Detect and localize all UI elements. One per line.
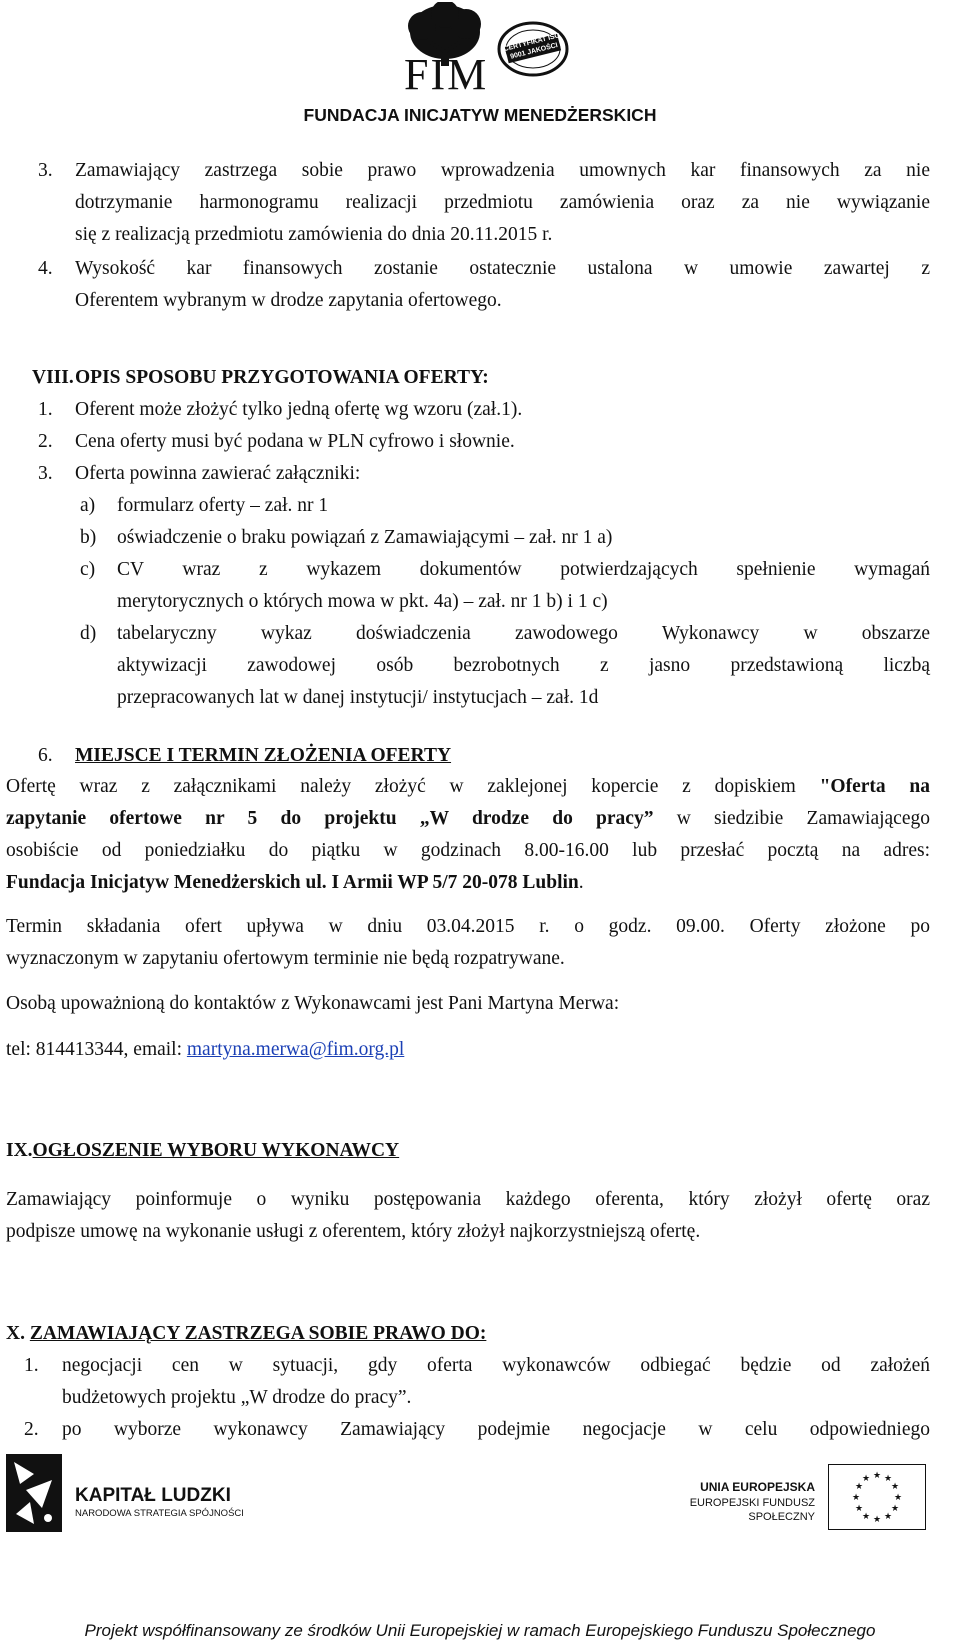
- attachment-d-letter: d): [80, 623, 97, 644]
- x-item-2-number: 2.: [24, 1419, 39, 1440]
- section-ix-title: OGŁOSZENIE WYBORU WYKONAWCY: [32, 1140, 400, 1161]
- attachment-c-letter: c): [80, 559, 96, 580]
- viii-item-2-text: Cena oferty musi być podana w PLN cyfrowo i słownie.: [75, 431, 515, 452]
- submission-text-a: Ofertę wraz z załącznikami należy złożyć w zaklejonej kopercie z dopiskiem: [6, 776, 820, 797]
- item-4-line-2: Oferentem wybranym w drodze zapytania ofertowego.: [75, 290, 502, 311]
- svg-text:★: ★: [883, 1511, 893, 1521]
- svg-text:★: ★: [861, 1473, 871, 1483]
- x-item-2-line-1: po wyborze wykonawcy Zamawiający podejmie negocjacje w celu odpowiedniego: [62, 1419, 930, 1440]
- submission-text-b: "Oferta na: [819, 776, 930, 797]
- svg-text:★: ★: [893, 1492, 903, 1502]
- contact-phone: tel: 814413344, email:: [6, 1039, 187, 1060]
- attachment-b-text: oświadczenie o braku powiązań z Zamawiającymi – zał. nr 1 a): [117, 527, 613, 548]
- attachment-d-line-1: tabelaryczny wykaz doświadczenia zawodowego Wykonawcy w obszarze: [117, 623, 930, 644]
- item-3-line-3: się z realizacją przedmiotu zamówienia do dnia 20.11.2015 r.: [75, 224, 553, 245]
- item-3-line-2: dotrzymanie harmonogramu realizacji przedmiotu zamówienia oraz za nie wywiązanie: [75, 192, 930, 213]
- deadline-line-2: wyznaczonym w zapytaniu ofertowym terminie nie będą rozpatrywane.: [6, 948, 565, 969]
- submission-address: Fundacja Inicjatyw Menedżerskich ul. I Armii WP 5/7 20-078 Lublin: [6, 872, 579, 893]
- submission-address-period: .: [578, 872, 584, 893]
- kapital-ludzki-emblem: [6, 1454, 62, 1532]
- cofinancing-caption: Projekt współfinansowany ze środków Unii Europejskiej w ramach Europejskiego Funduszu Społecznego: [84, 1621, 876, 1640]
- kapital-ludzki-subtitle: NARODOWA STRATEGIA SPÓJNOŚCI: [75, 1508, 244, 1519]
- attachment-a-text: formularz oferty – zał. nr 1: [117, 495, 329, 516]
- x-item-1-number: 1.: [24, 1355, 39, 1376]
- section-ix-heading: [6, 1135, 399, 1167]
- svg-text:★: ★: [890, 1481, 900, 1491]
- viii-item-3-number: 3.: [38, 463, 53, 484]
- item-4-line-1: Wysokość kar finansowych zostanie ostatecznie ustalona w umowie zawartej z: [75, 258, 930, 279]
- x-item-1-line-1: negocjacji cen w sytuacji, gdy oferta wykonawców odbiegać będzie od założeń: [62, 1355, 930, 1376]
- section-6-heading: MIEJSCE I TERMIN ZŁOŻENIA OFERTY: [75, 745, 452, 766]
- section-x-title: ZAMAWIAJĄCY ZASTRZEGA SOBIE PRAWO DO:: [29, 1323, 487, 1344]
- x-item-1-line-2: budżetowych projektu „W drodze do pracy”.: [62, 1387, 412, 1408]
- viii-item-1-number: 1.: [38, 399, 53, 420]
- svg-text:★: ★: [872, 1470, 882, 1480]
- eu-flag-icon: [828, 1464, 926, 1530]
- header: [0, 0, 960, 130]
- svg-text:★: ★: [883, 1473, 893, 1483]
- svg-text:★: ★: [872, 1514, 882, 1524]
- viii-item-1-text: Oferent może złożyć tylko jedną ofertę wg wzoru (zał.1).: [75, 399, 523, 420]
- svg-text:★: ★: [890, 1503, 900, 1513]
- submission-paragraph-line-4: [6, 867, 584, 899]
- svg-text:★: ★: [854, 1503, 864, 1513]
- submission-paragraph-line-3: osobiście od poniedziałku do piątku w godzinach 8.00-16.00 lub przesłać pocztą na adres:: [6, 840, 930, 861]
- section-ix-number: IX.: [6, 1140, 33, 1161]
- contact-details: [6, 1034, 404, 1066]
- eu-subtitle: EUROPEJSKI FUNDUSZ SPOŁECZNY: [689, 1497, 815, 1523]
- kapital-ludzki-title: KAPITAŁ LUDZKI: [75, 1485, 231, 1506]
- submission-location: w siedzibie Zamawiającego: [653, 808, 930, 829]
- organization-name: FUNDACJA INICJATYW MENEDŻERSKICH: [303, 105, 657, 125]
- attachment-c-line-1: CV wraz z wykazem dokumentów potwierdzających spełnienie wymagań: [117, 559, 930, 580]
- section-x-number: X.: [6, 1323, 25, 1344]
- eu-title: UNIA EUROPEJSKA: [700, 1480, 815, 1494]
- section-x-heading: [6, 1318, 486, 1350]
- contact-email-link[interactable]: martyna.merwa@fim.org.pl: [186, 1039, 405, 1060]
- viii-item-3-text: Oferta powinna zawierać załączniki:: [75, 463, 361, 484]
- section-ix-line-2: podpisze umowę na wykonanie usługi z oferentem, który złożył najkorzystniejszą ofertę.: [6, 1221, 701, 1242]
- attachment-a-letter: a): [80, 495, 96, 516]
- section-6-number: 6.: [38, 745, 53, 766]
- attachment-b-letter: b): [80, 527, 97, 548]
- section-ix-line-1: Zamawiający poinformuje o wyniku postępowania każdego oferenta, który złożył ofertę oraz: [6, 1189, 930, 1210]
- section-viii-number: VIII.: [32, 367, 74, 388]
- footer: [0, 1450, 960, 1645]
- item-4-number: 4.: [38, 258, 53, 279]
- svg-text:★: ★: [851, 1492, 861, 1502]
- svg-text:★: ★: [861, 1511, 871, 1521]
- deadline-line-1: Termin składania ofert upływa w dniu 03.04.2015 r. o godz. 09.00. Oferty złożone po: [6, 916, 930, 937]
- attachment-d-line-2: aktywizacji zawodowej osób bezrobotnych z jasno przedstawioną liczbą: [117, 655, 930, 676]
- fim-logo-text: FIM: [404, 50, 489, 99]
- contact-person: Osobą upoważnioną do kontaktów z Wykonawcami jest Pani Martyna Merwa:: [6, 993, 620, 1014]
- submission-paragraph-line-2: [6, 803, 930, 835]
- viii-item-2-number: 2.: [38, 431, 53, 452]
- attachment-c-line-2: merytorycznych o których mowa w pkt. 4a) – zał. nr 1 b) i 1 c): [117, 591, 608, 612]
- iso-seal-text: CERTYFIKAT ISO 9001 JAKOŚCI: [503, 32, 561, 61]
- item-3-line-1: Zamawiający zastrzega sobie prawo wprowadzenia umownych kar finansowych za nie: [75, 160, 930, 181]
- submission-paragraph-line-1: [6, 771, 930, 803]
- svg-text:★: ★: [854, 1481, 864, 1491]
- item-3-number: 3.: [38, 160, 53, 181]
- section-viii-heading: OPIS SPOSOBU PRZYGOTOWANIA OFERTY:: [75, 367, 489, 388]
- attachment-d-line-3: przepracowanych lat w danej instytucji/ instytucjach – zał. 1d: [117, 687, 599, 708]
- submission-project-name: zapytanie ofertowe nr 5 do projektu „W drodze do pracy”: [6, 808, 654, 829]
